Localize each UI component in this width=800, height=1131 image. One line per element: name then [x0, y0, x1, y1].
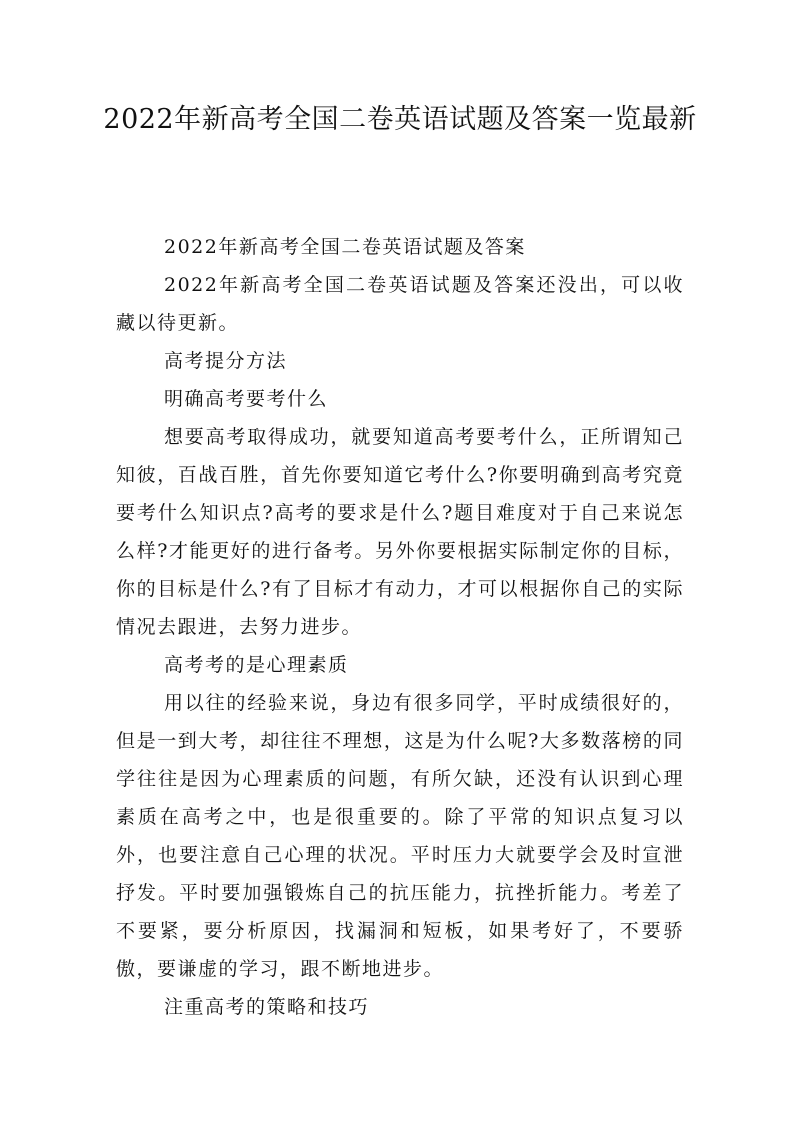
paragraph-intro-note: 2022年新高考全国二卷英语试题及答案还没出，可以收藏以待更新。: [116, 274, 684, 334]
paragraph-intro-heading: 2022年新高考全国二卷英语试题及答案: [164, 236, 526, 258]
subheading-know-exam: 明确高考要考什么: [164, 388, 329, 410]
subheading-strategy: 注重高考的策略和技巧: [164, 996, 370, 1018]
document-title: 2022年新高考全国二卷英语试题及答案一览最新: [103, 104, 697, 135]
paragraph-know-exam: 想要高考取得成功，就要知道高考要考什么，正所谓知己知彼，百战百胜，首先你要知道它考什么?你要明确到高考究竟要考什么知识点?高考的要求是什么?题目难度对于自己来说怎么样?才能更好的进行备考。另外你要根据实际制定你的目标，你的目标是什么?有了目标才有动力，才可以根据你自己的实际情况去跟进，去努力进步。: [116, 426, 684, 638]
subheading-mental-quality: 高考考的是心理素质: [164, 654, 349, 676]
section-heading-methods: 高考提分方法: [164, 350, 288, 372]
paragraph-mental-quality: 用以往的经验来说，身边有很多同学，平时成绩很好的，但是一到大考，却往往不理想，这是为什么呢?大多数落榜的同学往往是因为心理素质的问题，有所欠缺，还没有认识到心理素质在高考之中，也是很重要的。除了平常的知识点复习以外，也要注意自己心理的状况。平时压力大就要学会及时宣泄抒发。平时要加强锻炼自己的抗压能力，抗挫折能力。考差了不要紧，要分析原因，找漏洞和短板，如果考好了，不要骄傲，要谦虚的学习，跟不断地进步。: [116, 692, 684, 980]
document-body: [116, 228, 684, 1026]
